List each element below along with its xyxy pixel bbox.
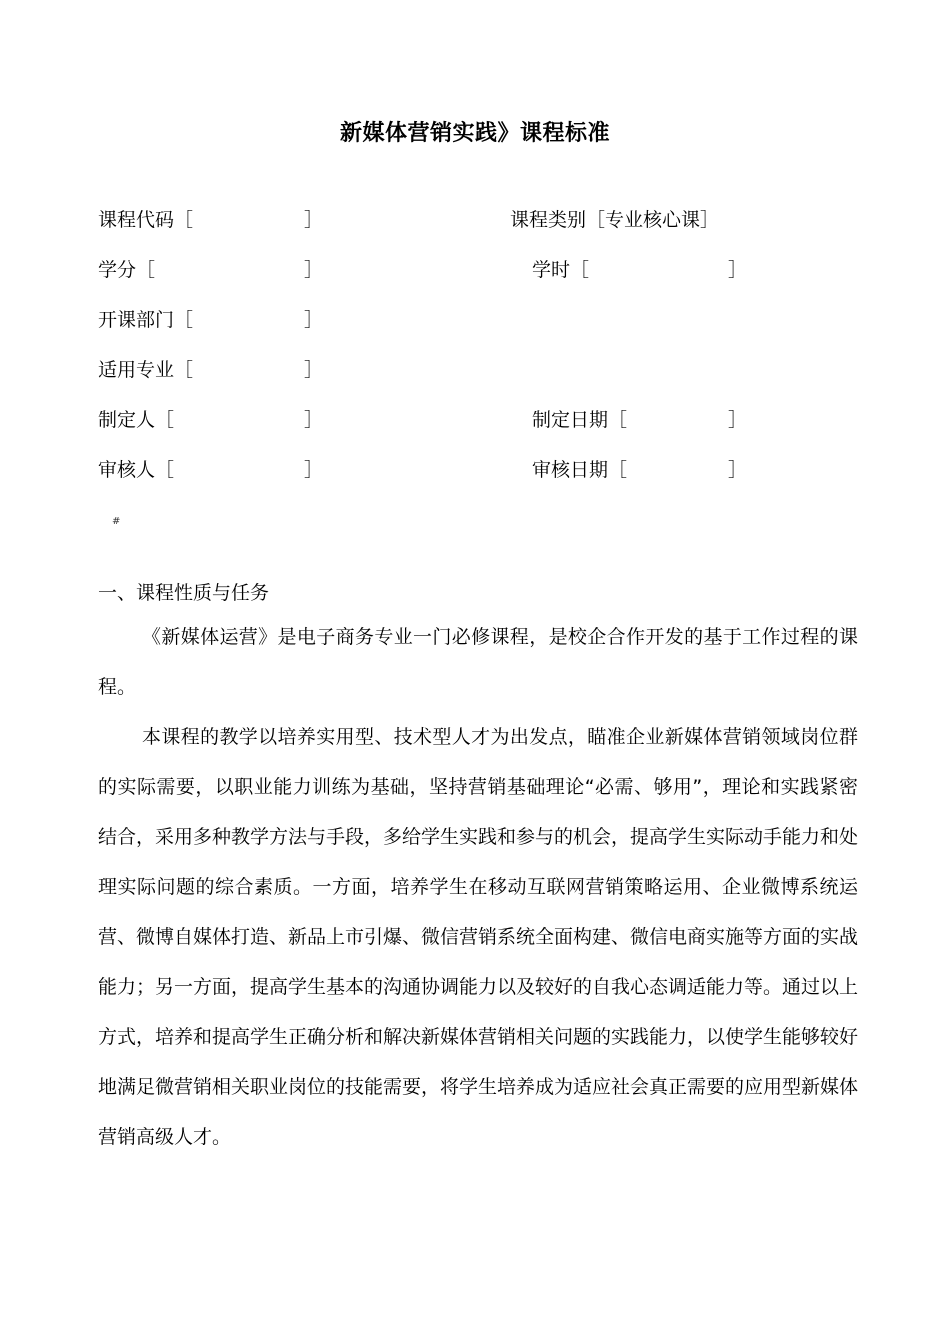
meta-reviewer-label: 审核人［ [98, 459, 175, 481]
meta-author-date-close: ］ [728, 409, 748, 431]
meta-credits-close: ］ [304, 259, 324, 281]
meta-credits-label: 学分［ [98, 259, 156, 281]
meta-major [98, 358, 324, 382]
paragraph-1-text: 《新媒体运营》是电子商务专业一门必修课程，是校企合作开发的基于工作过程的课程。 [98, 626, 858, 698]
meta-author-date-label: 制定日期［ [532, 409, 628, 431]
meta-author-date [532, 408, 748, 432]
paragraph-2-text: 本课程的教学以培养实用型、技术型人才为出发点，瞄准企业新媒体营销领域岗位群的实际需要，以职业能力训练为基础，坚持营销基础理论“必需、够用”，理论和实践紧密结合，采用多种教学方法与手段，多给学生实践和参与的机会，提高学生实际动手能力和处理实际问题的综合素质。一方面，培养学生在移动互联网营销策略运用、企业微博系统运营、微博自媒体打造、新品上市引爆、微信营销系统全面构建、微信电商实施等方面的实战能力；另一方面，提高学生基本的沟通协调能力以及较好的自我心态调适能力等。通过以上方式，培养和提高学生正确分析和解决新媒体营销相关问题的实践能力，以使学生能够较好地满足微营销相关职业岗位的技能需要，将学生培养成为适应社会真正需要的应用型新媒体营销高级人才。 [98, 726, 859, 1148]
section-heading: 一、课程性质与任务 [98, 582, 270, 604]
meta-department-label: 开课部门［ [98, 309, 194, 331]
stray-mark: # [112, 516, 121, 527]
meta-author-close: ］ [304, 409, 324, 431]
meta-major-label: 适用专业［ [98, 359, 194, 381]
document-title: 新媒体营销实践》课程标准 [339, 121, 610, 146]
meta-reviewer [98, 458, 324, 482]
meta-review-date-label: 审核日期［ [532, 459, 628, 481]
meta-hours-close: ］ [728, 259, 748, 281]
meta-author-label: 制定人［ [98, 409, 175, 431]
meta-course-type: 课程类别［专业核心课］ [510, 209, 720, 231]
meta-reviewer-close: ］ [304, 459, 324, 481]
meta-major-close: ］ [304, 359, 324, 381]
meta-department [98, 308, 324, 332]
paragraph-2 [98, 712, 858, 1162]
meta-course-code [98, 208, 324, 232]
meta-hours [532, 258, 748, 282]
meta-course-code-close: ］ [304, 209, 324, 231]
meta-course-code-label: 课程代码［ [98, 209, 194, 231]
meta-credits [98, 258, 324, 282]
meta-hours-label: 学时［ [532, 259, 590, 281]
meta-author [98, 408, 324, 432]
paragraph-1 [98, 612, 858, 712]
meta-review-date-close: ］ [728, 459, 748, 481]
meta-review-date [532, 458, 748, 482]
meta-department-close: ］ [304, 309, 324, 331]
